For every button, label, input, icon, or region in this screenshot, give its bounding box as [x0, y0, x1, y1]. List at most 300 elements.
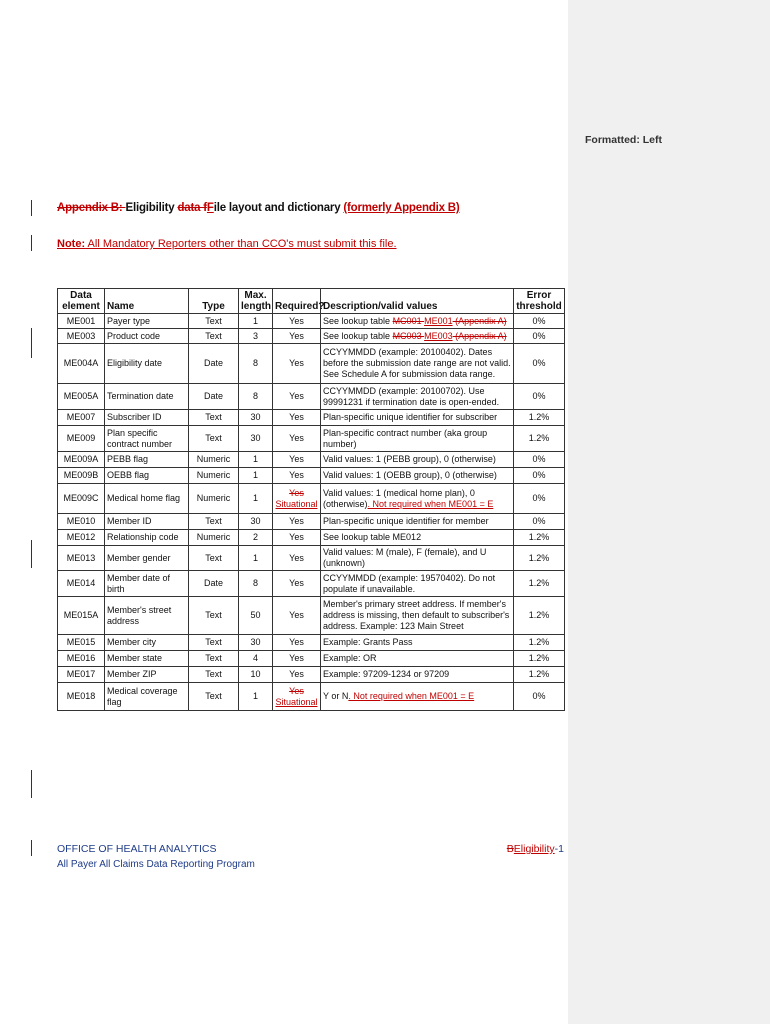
cell-element — [58, 546, 105, 571]
description-text: See lookup table — [323, 315, 393, 326]
cell-length — [239, 546, 273, 571]
cell-name — [105, 384, 189, 410]
cell-required — [273, 452, 321, 468]
element-type: Date — [203, 391, 223, 401]
cell-name — [105, 314, 189, 329]
table-row — [58, 667, 565, 683]
cell-type — [189, 571, 239, 597]
description-text: CCYYMMDD (example: 19570402). Do not populate if unavailable. — [323, 572, 496, 594]
cell-required — [273, 410, 321, 426]
title-inserted-suffix: (formerly Appendix B) — [343, 202, 460, 214]
description-deleted-tail: (Appendix A) — [452, 315, 507, 326]
table-row — [58, 452, 565, 468]
description-text: Plan-specific contract number (aka group number) — [323, 427, 488, 449]
cell-threshold — [514, 597, 565, 635]
cell-element — [58, 484, 105, 514]
cell-required — [273, 530, 321, 546]
element-type: Date — [203, 578, 223, 588]
table-row — [58, 329, 565, 344]
cell-element — [58, 384, 105, 410]
cell-threshold — [514, 484, 565, 514]
element-id: ME016 — [66, 653, 96, 663]
cell-threshold — [514, 468, 565, 484]
cell-threshold — [514, 384, 565, 410]
cell-name — [105, 426, 189, 452]
element-name: Plan specific contract number — [107, 427, 173, 449]
title-main-2: ile layout and dictionary — [213, 202, 344, 214]
required-value: Yes — [289, 653, 304, 663]
cell-type — [189, 426, 239, 452]
error-threshold: 1.2% — [528, 637, 550, 647]
cell-type — [189, 635, 239, 651]
cell-required — [273, 329, 321, 344]
element-name: Member's street address — [107, 604, 172, 626]
cell-name — [105, 530, 189, 546]
cell-threshold — [514, 546, 565, 571]
element-name: Termination date — [107, 391, 174, 401]
cell-name — [105, 546, 189, 571]
cell-name — [105, 410, 189, 426]
description-text: CCYYMMDD (example: 20100402). Dates before the submission date range are not valid. See Schedule A for submission data range. — [323, 347, 511, 379]
element-id: ME013 — [66, 552, 96, 563]
cell-name — [105, 571, 189, 597]
description-text: Plan-specific unique identifier for member — [323, 516, 489, 526]
cell-name — [105, 667, 189, 683]
element-type: Text — [205, 637, 222, 647]
cell-threshold — [514, 530, 565, 546]
change-bar — [31, 235, 32, 251]
table-row — [58, 597, 565, 635]
cell-name — [105, 651, 189, 667]
required-value: Yes — [289, 315, 304, 326]
element-id: ME017 — [66, 669, 96, 679]
note-label: Note: — [57, 238, 86, 250]
error-threshold: 0% — [532, 516, 546, 526]
cell-required — [273, 384, 321, 410]
cell-description — [321, 571, 514, 597]
element-length: 1 — [252, 691, 258, 701]
cell-element — [58, 314, 105, 329]
table-row — [58, 314, 565, 329]
cell-name — [105, 452, 189, 468]
change-bar — [31, 840, 32, 856]
cell-length — [239, 329, 273, 344]
required-value: Yes — [289, 516, 304, 526]
description-inserted: ME003 — [424, 330, 453, 341]
cell-length — [239, 597, 273, 635]
required-value: Yes — [289, 552, 304, 563]
element-type: Text — [205, 552, 222, 563]
header-description: Description/valid values — [321, 289, 514, 314]
description-text: Plan-specific unique identifier for subscriber — [323, 412, 498, 422]
element-length: 30 — [250, 516, 261, 526]
error-threshold: 0% — [532, 391, 546, 401]
element-id: ME009B — [63, 470, 99, 480]
cell-description — [321, 683, 514, 711]
table-row — [58, 484, 565, 514]
cell-element — [58, 651, 105, 667]
cell-threshold — [514, 344, 565, 384]
cell-type — [189, 384, 239, 410]
cell-type — [189, 546, 239, 571]
element-type: Text — [205, 653, 222, 663]
cell-type — [189, 452, 239, 468]
eligibility-dictionary-table — [57, 288, 565, 711]
cell-type — [189, 530, 239, 546]
change-bar — [31, 328, 32, 358]
page-title — [57, 202, 460, 214]
cell-threshold — [514, 635, 565, 651]
element-length: 1 — [252, 493, 258, 503]
cell-description — [321, 484, 514, 514]
element-name: Member gender — [107, 552, 171, 563]
note — [57, 238, 397, 250]
element-length: 2 — [252, 532, 258, 542]
element-length: 3 — [252, 330, 258, 341]
description-text: Example: 97209-1234 or 97209 — [323, 669, 450, 679]
required-inserted: Situational — [275, 498, 318, 509]
cell-type — [189, 667, 239, 683]
cell-element — [58, 452, 105, 468]
cell-description — [321, 329, 514, 344]
required-value: Yes — [289, 433, 304, 443]
error-threshold: 0% — [532, 470, 546, 480]
cell-required — [273, 571, 321, 597]
element-type: Numeric — [196, 454, 231, 464]
element-name: Member ZIP — [107, 669, 157, 679]
required-value: Yes — [289, 358, 304, 368]
element-length: 1 — [252, 315, 258, 326]
element-length: 1 — [252, 454, 258, 464]
element-type: Text — [205, 691, 222, 701]
required-value: Yes — [289, 532, 304, 542]
element-name: Payer type — [107, 315, 151, 326]
cell-required — [273, 667, 321, 683]
error-threshold: 1.2% — [528, 412, 550, 422]
cell-length — [239, 484, 273, 514]
cell-length — [239, 410, 273, 426]
cell-type — [189, 651, 239, 667]
description-inserted-tail: . Not required when ME001 = E — [348, 691, 475, 701]
element-type: Text — [205, 433, 222, 443]
element-id: ME015A — [63, 610, 99, 620]
table-row — [58, 651, 565, 667]
cell-description — [321, 651, 514, 667]
error-threshold: 0% — [532, 358, 546, 368]
title-inserted-mid: F — [206, 202, 214, 214]
change-bar — [31, 770, 32, 798]
element-type: Numeric — [196, 493, 231, 503]
cell-type — [189, 468, 239, 484]
element-name: Member ID — [107, 516, 152, 526]
cell-type — [189, 410, 239, 426]
table-row — [58, 683, 565, 711]
cell-length — [239, 344, 273, 384]
cell-element — [58, 410, 105, 426]
element-name: PEBB flag — [107, 454, 149, 464]
element-name: Product code — [107, 330, 161, 341]
element-id: ME018 — [66, 691, 96, 701]
cell-threshold — [514, 651, 565, 667]
header-max-length: Max. length — [239, 289, 273, 314]
cell-description — [321, 530, 514, 546]
cell-name — [105, 635, 189, 651]
element-name: OEBB flag — [107, 470, 150, 480]
element-type: Text — [205, 315, 222, 326]
error-threshold: 0% — [532, 493, 546, 503]
page-number — [507, 843, 564, 855]
cell-length — [239, 468, 273, 484]
cell-type — [189, 597, 239, 635]
cell-description — [321, 514, 514, 530]
footer-office: OFFICE OF HEALTH ANALYTICS — [57, 843, 217, 855]
cell-type — [189, 314, 239, 329]
element-length: 1 — [252, 470, 258, 480]
table-row — [58, 571, 565, 597]
description-deleted-tail: (Appendix A) — [452, 330, 507, 341]
element-id: ME009A — [63, 454, 99, 464]
cell-length — [239, 426, 273, 452]
cell-threshold — [514, 667, 565, 683]
element-id: ME015 — [66, 637, 96, 647]
element-name: Medical home flag — [107, 493, 181, 503]
element-length: 8 — [252, 358, 258, 368]
change-bar — [31, 200, 32, 216]
cell-length — [239, 667, 273, 683]
error-threshold: 1.2% — [528, 610, 550, 620]
table-row — [58, 635, 565, 651]
element-id: ME003 — [66, 330, 96, 341]
element-length: 8 — [252, 578, 258, 588]
cell-threshold — [514, 514, 565, 530]
required-value: Yes — [289, 391, 304, 401]
cell-description — [321, 410, 514, 426]
cell-required — [273, 314, 321, 329]
cell-name — [105, 514, 189, 530]
element-name: Member state — [107, 653, 163, 663]
description-text: See lookup table — [323, 330, 393, 341]
cell-threshold — [514, 314, 565, 329]
table-row — [58, 530, 565, 546]
element-type: Text — [205, 669, 222, 679]
cell-threshold — [514, 426, 565, 452]
required-value: Yes — [289, 412, 304, 422]
comment-margin-panel — [568, 0, 770, 1024]
change-bar — [31, 540, 32, 568]
table-row — [58, 344, 565, 384]
cell-required — [273, 546, 321, 571]
error-threshold: 0% — [532, 454, 546, 464]
cell-length — [239, 683, 273, 711]
table-row — [58, 468, 565, 484]
description-text: Member's primary street address. If member's address is missing, then default to subscriber's address. Example: 123 Main Street — [323, 599, 510, 631]
cell-element — [58, 344, 105, 384]
cell-required — [273, 651, 321, 667]
cell-element — [58, 426, 105, 452]
cell-length — [239, 530, 273, 546]
cell-name — [105, 683, 189, 711]
description-inserted: ME001 — [424, 315, 453, 326]
title-deleted-prefix: Appendix B: — [57, 202, 126, 214]
cell-length — [239, 635, 273, 651]
cell-required — [273, 484, 321, 514]
element-type: Date — [203, 358, 223, 368]
cell-element — [58, 667, 105, 683]
table-row — [58, 410, 565, 426]
table-row — [58, 514, 565, 530]
element-name: Eligibility date — [107, 358, 163, 368]
element-length: 1 — [252, 552, 258, 563]
header-name: Name — [105, 289, 189, 314]
header-type: Type — [189, 289, 239, 314]
page-number-tail: -1 — [554, 843, 564, 855]
element-id: ME007 — [66, 412, 96, 422]
element-id: ME004A — [63, 358, 99, 368]
cell-element — [58, 597, 105, 635]
cell-name — [105, 597, 189, 635]
cell-description — [321, 546, 514, 571]
header-error-threshold: Error threshold — [514, 289, 565, 314]
cell-length — [239, 384, 273, 410]
required-deleted: Yes — [289, 487, 304, 498]
cell-description — [321, 384, 514, 410]
cell-type — [189, 329, 239, 344]
description-text: Example: OR — [323, 653, 377, 663]
cell-description — [321, 597, 514, 635]
cell-required — [273, 344, 321, 384]
element-length: 4 — [252, 653, 258, 663]
error-threshold: 0% — [532, 691, 546, 701]
required-value: Yes — [289, 330, 304, 341]
description-text: Valid values: M (male), F (female), and U (unknown) — [323, 547, 487, 568]
required-value: Yes — [289, 470, 304, 480]
required-value: Yes — [289, 637, 304, 647]
table-row — [58, 384, 565, 410]
element-name: Member date of birth — [107, 572, 171, 594]
cell-threshold — [514, 329, 565, 344]
header-required: Required? — [273, 289, 321, 314]
element-id: ME001 — [66, 315, 96, 326]
cell-required — [273, 468, 321, 484]
cell-name — [105, 329, 189, 344]
cell-description — [321, 314, 514, 329]
cell-length — [239, 514, 273, 530]
error-threshold: 1.2% — [528, 578, 550, 588]
cell-type — [189, 514, 239, 530]
cell-required — [273, 597, 321, 635]
cell-threshold — [514, 683, 565, 711]
cell-element — [58, 683, 105, 711]
cell-element — [58, 468, 105, 484]
title-main-1: Eligibility — [125, 202, 178, 214]
cell-name — [105, 468, 189, 484]
element-length: 10 — [250, 669, 261, 679]
element-type: Text — [205, 516, 222, 526]
error-threshold: 1.2% — [528, 433, 550, 443]
description-text: Example: Grants Pass — [323, 637, 413, 647]
required-value: Yes — [289, 669, 304, 679]
element-type: Text — [205, 412, 222, 422]
footer-left — [57, 843, 255, 870]
cell-description — [321, 426, 514, 452]
error-threshold: 1.2% — [528, 669, 550, 679]
description-text: Valid values: 1 (medical home plan), 0 (otherwise) — [323, 487, 475, 509]
required-value: Yes — [289, 610, 304, 620]
element-name: Medical coverage flag — [107, 685, 178, 707]
error-threshold: 0% — [532, 315, 546, 326]
element-name: Relationship code — [107, 532, 179, 542]
element-id: ME005A — [63, 391, 99, 401]
description-text: See lookup table ME012 — [323, 532, 422, 542]
element-id: ME014 — [66, 578, 96, 588]
element-type: Numeric — [196, 470, 231, 480]
cell-length — [239, 452, 273, 468]
description-inserted-tail: . Not required when ME001 = E — [367, 498, 494, 509]
cell-required — [273, 514, 321, 530]
description-text: Y or N — [323, 691, 349, 701]
description-deleted: MC001 — [392, 315, 425, 326]
cell-type — [189, 484, 239, 514]
cell-type — [189, 344, 239, 384]
cell-description — [321, 635, 514, 651]
cell-element — [58, 530, 105, 546]
cell-required — [273, 426, 321, 452]
required-deleted: Yes — [289, 685, 304, 696]
cell-description — [321, 468, 514, 484]
element-type: Numeric — [196, 532, 231, 542]
title-deleted-mid: data f — [177, 202, 207, 214]
cell-name — [105, 484, 189, 514]
required-inserted: Situational — [275, 696, 318, 707]
element-length: 30 — [250, 433, 261, 443]
error-threshold: 1.2% — [528, 532, 550, 542]
note-text: All Mandatory Reporters other than CCO's must submit this file. — [85, 238, 397, 250]
cell-element — [58, 514, 105, 530]
cell-element — [58, 635, 105, 651]
element-id: ME012 — [66, 532, 96, 542]
cell-threshold — [514, 410, 565, 426]
element-id: ME010 — [66, 516, 96, 526]
element-name: Member city — [107, 637, 157, 647]
element-length: 30 — [250, 412, 261, 422]
required-value: Yes — [289, 578, 304, 588]
description-text: Valid values: 1 (PEBB group), 0 (otherwise) — [323, 454, 496, 464]
element-length: 50 — [250, 610, 261, 620]
element-name: Subscriber ID — [107, 412, 162, 422]
table-header-row — [58, 289, 565, 314]
cell-element — [58, 329, 105, 344]
description-text: CCYYMMDD (example: 20100702). Use 99991231 if termination date is open-ended. — [323, 385, 500, 407]
cell-description — [321, 344, 514, 384]
description-text: Valid values: 1 (OEBB group), 0 (otherwise) — [323, 470, 497, 480]
cell-name — [105, 344, 189, 384]
margin-heading: Formatted: Left — [585, 134, 662, 146]
cell-length — [239, 571, 273, 597]
footer-program: All Payer All Claims Data Reporting Program — [57, 859, 255, 870]
table-row — [58, 546, 565, 571]
cell-element — [58, 571, 105, 597]
error-threshold: 1.2% — [528, 552, 550, 563]
cell-type — [189, 683, 239, 711]
cell-length — [239, 651, 273, 667]
cell-required — [273, 683, 321, 711]
element-length: 8 — [252, 391, 258, 401]
page-number-inserted: Eligibility — [513, 843, 555, 855]
cell-description — [321, 452, 514, 468]
element-id: ME009C — [63, 493, 99, 503]
description-deleted: MC003 — [392, 330, 425, 341]
cell-required — [273, 635, 321, 651]
